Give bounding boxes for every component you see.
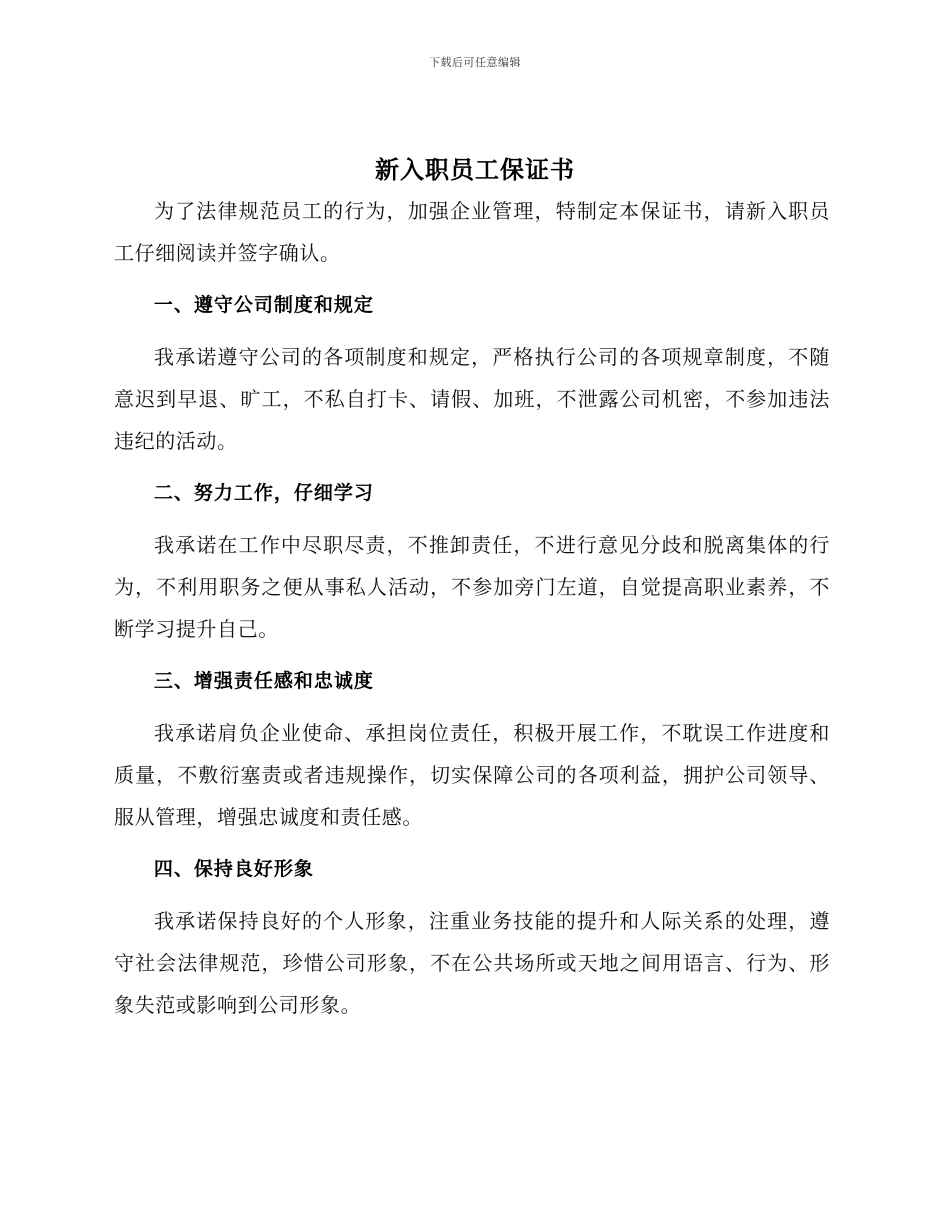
section-body-4: 我承诺保持良好的个人形象，注重业务技能的提升和人际关系的处理，遵守社会法律规范，珍惜公司形象，不在公共场所或天地之间用语言、行为、形象失范或影响到公司形象。 [114,909,830,1017]
section-heading-4: 四、保持良好形象 [153,858,314,880]
section-body-2: 我承诺在工作中尽职尽责，不推卸责任，不进行意见分歧和脱离集体的行为，不利用职务之便从事私人活动，不参加旁门左道，自觉提高职业素养，不断学习提升自己。 [114,533,830,641]
document-body [114,190,830,1036]
intro-paragraph: 为了法律规范员工的行为，加强企业管理，特制定本保证书，请新入职员工仔细阅读并签字确认。 [114,199,830,265]
section-heading-1: 一、遵守公司制度和规定 [153,294,374,316]
document-title: 新入职员工保证书 [375,156,575,184]
section-body-3: 我承诺肩负企业使命、承担岗位责任，积极开展工作，不耽误工作进度和质量，不敷衍塞责或者违规操作，切实保障公司的各项利益，拥护公司领导、服从管理，增强忠诚度和责任感。 [114,721,830,829]
section-heading-2: 二、努力工作，仔细学习 [153,482,374,504]
section-heading-3: 三、增强责任感和忠诚度 [153,670,374,692]
header-note: 下载后可任意编辑 [429,56,521,69]
section-body-1: 我承诺遵守公司的各项制度和规定，严格执行公司的各项规章制度，不随意迟到早退、旷工，不私自打卡、请假、加班，不泄露公司机密，不参加违法违纪的活动。 [114,345,830,453]
